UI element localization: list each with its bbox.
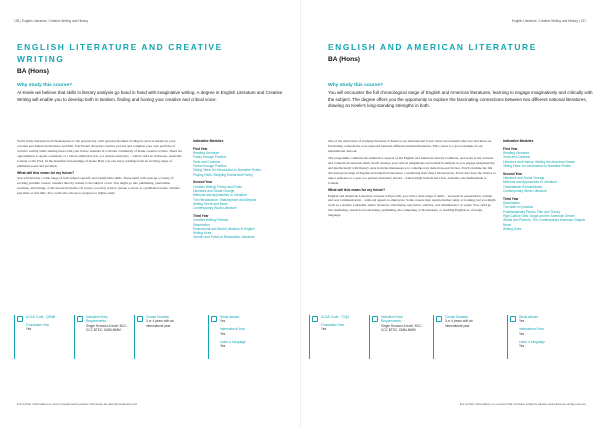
module-item: Texts and Contexts xyxy=(193,159,221,164)
footer-note: For further information on courses that combine subjects please visit keele.ac.uk/ug-courses xyxy=(459,402,586,406)
module-item: Texts and Contexts xyxy=(503,155,531,160)
intl-value: Yes xyxy=(519,331,525,336)
language-label: Learn a Language xyxy=(220,339,246,344)
module-item: Writing Lives xyxy=(503,226,522,231)
module-item: Words and Pictures: The Contemporary American Graphic Novel xyxy=(503,218,586,227)
module-item: Telling Tales: An Introduction to Narrative Fiction xyxy=(193,168,261,173)
intl-value: Yes xyxy=(220,331,226,336)
language-value: Yes xyxy=(519,344,525,349)
language-value: Yes xyxy=(220,344,226,349)
foundation-label: Foundation Year xyxy=(321,322,345,327)
why-heading: Why study this course? xyxy=(17,83,73,88)
year-label: Second Year xyxy=(193,180,213,185)
running-header: English Literature, Creative Writing and History | 137 xyxy=(511,19,586,23)
language-label: Learn a Language xyxy=(519,339,545,344)
module-item: Contemporary World Literature xyxy=(193,206,237,211)
module-item: Writing Genre and Mode xyxy=(193,201,228,206)
abroad-cell xyxy=(208,315,278,359)
module-item: Methods and Approaches to Literature xyxy=(503,180,558,185)
year-label: First Year xyxy=(503,146,518,151)
module-item: Methods and Approaches to Literature xyxy=(193,193,248,198)
future-text: You will develop a wide range of both subject-specific and transferable skills. These skills will open up a variety of exciting possible careers, whether directly related to the subject or not. You might go into publishing, journalism, teaching, advertising, or the broadcast media. Of course, you may want to pursue a career as a published writer, whether part-time or full-time. You could also choose to progress to higher study. xyxy=(17,176,180,196)
entry-icon xyxy=(77,316,83,322)
module-item: Dissertation xyxy=(193,222,210,227)
module-item: Postcolonial and World Literature in English xyxy=(193,226,255,231)
modules-heading: Indicative Modules xyxy=(193,139,224,143)
clock-icon xyxy=(436,316,442,322)
duration-label: Course Duration xyxy=(146,315,170,319)
abroad-value: Yes xyxy=(519,319,525,324)
module-item: Transatlantic Romanticisms xyxy=(503,184,543,189)
foundation-label: Foundation Year xyxy=(26,322,50,327)
ucas-cell xyxy=(14,315,68,359)
duration-cell xyxy=(134,315,188,359)
footer-note: For further information on entry requirements please visit keele.ac.uk/entryrequirements xyxy=(17,402,138,406)
globe-icon xyxy=(211,316,217,322)
clock-icon xyxy=(137,316,143,322)
module-item: The Renaissance: Shakespeare and Beyond xyxy=(193,197,257,202)
foundation-value: Yes xyxy=(26,327,32,332)
why-text: You will encounter the full chronological range of English and American literatures, learning to engage imaginatively and critically with the subject. The degree offers you the opportunity to explore the fascinating connections between two different national literatures, drawing on Keele's long-standing strengths in both. xyxy=(328,90,593,108)
entry-icon xyxy=(372,316,378,322)
duration-label: Course Duration xyxy=(445,315,469,319)
abroad-label: Study abroad xyxy=(519,315,538,319)
intl-label: International Year xyxy=(519,327,544,332)
ucas-cell xyxy=(309,315,363,359)
future-heading: What will this mean for my future? xyxy=(328,188,386,193)
abroad-cell xyxy=(507,315,579,359)
module-item: The Alien in Question xyxy=(503,205,534,210)
page-title xyxy=(328,42,593,54)
why-heading: Why study this course? xyxy=(328,83,384,88)
module-item: Reading Literature xyxy=(193,151,220,156)
entry-label: Indicative Entry Requirements: xyxy=(381,315,403,324)
running-header: 136 | English Literature, Creative Writing and History xyxy=(14,19,89,23)
ucas-code: UCAS Code - T1Q3 xyxy=(321,315,350,319)
award-label: BA (Hons) xyxy=(17,68,49,75)
ucas-code: UCAS Code - Q3W8 xyxy=(26,315,56,319)
entry-cell xyxy=(369,315,423,359)
module-item: Creative Writing: Poetry and Prose xyxy=(193,184,243,189)
module-item: Literature and History: Writing the American Dream xyxy=(503,159,576,164)
title-line: WRITING xyxy=(17,53,65,64)
module-item: Fiction through Practice xyxy=(193,163,227,168)
why-text: At Keele we believe that skills in literary analysis go hand in hand with imaginative writing. A degree in English Literature and Creative Writing will enable you to develop both in tandem, finding and honing your creative and critical voice. xyxy=(17,90,283,102)
module-item: Literature and Social Change xyxy=(193,188,235,193)
globe-icon xyxy=(510,316,516,322)
duration-cell xyxy=(433,315,487,359)
duration-value: 3 or 4 years with an international year xyxy=(146,319,174,328)
abroad-label: Study abroad xyxy=(220,315,239,319)
award-label: BA (Hons) xyxy=(328,56,360,63)
intl-label: International Year xyxy=(220,327,245,332)
year-label: Second Year xyxy=(503,171,523,176)
ucas-icon xyxy=(17,316,23,322)
year-label: Third Year xyxy=(193,213,209,218)
page-title xyxy=(17,42,287,65)
body-paragraph: One of the attractions of studying literature at Keele is our international focus: tutors and students discover that there are fascinating connections to be explored between different national literatures. This course is a good example of our international outlook. xyxy=(328,139,492,153)
year-label: First Year xyxy=(193,146,208,151)
duration-value: 3 or 4 years with an international year xyxy=(445,319,473,328)
foundation-value: Yes xyxy=(321,327,327,332)
ucas-icon xyxy=(312,316,318,322)
module-item: Contemporary World Literature xyxy=(503,188,547,193)
entry-value: Single Honours A level: BCC-CCC BTEC: DMM-MMM xyxy=(86,323,128,333)
module-item: Dissertation xyxy=(503,201,520,206)
entry-label: Indicative Entry Requirements: xyxy=(86,315,108,324)
module-item: Creative Writing Portfolio xyxy=(193,218,229,223)
entry-cell xyxy=(74,315,128,359)
entry-value: Single Honours A level: BCC-CCC BTEC: DMM-MMM xyxy=(381,323,423,333)
body-paragraph: The programme combines the distinctive aspects of the English and American literary traditions, and looks at the contexts and connections between them. You'll develop your critical judgements and technical analysis as you engage imaginatively and intellectually with literary texts from the Renaissance to contemporary American-epic fiction. You'll examine the full chronological range of English and American literature, considering their direct intersections. You'll also have the chance to take a semester or a year at a partner university abroad – which might include the USA, Australia, the Netherlands or Canada. xyxy=(328,156,496,185)
module-item: High Culture Girls, Drugs and the American Dream xyxy=(503,213,575,218)
modules-list xyxy=(503,139,593,231)
body-column xyxy=(328,139,496,221)
modules-list xyxy=(193,139,285,240)
abroad-value: Yes xyxy=(220,319,226,324)
module-item: Telling Tales: An Introduction to Narrative Fiction xyxy=(503,163,571,168)
course-info-bar xyxy=(309,315,593,359)
module-item: Writing Lives xyxy=(193,231,212,236)
module-item: Gender and Power in Restoration Literature xyxy=(193,235,255,240)
modules-heading: Indicative Modules xyxy=(503,139,534,143)
title-line: ENGLISH AND AMERICAN LITERATURE xyxy=(328,42,537,52)
module-item: Literature and Social Change xyxy=(503,176,545,181)
module-item: Poetry through Practice xyxy=(193,155,227,160)
module-item: Postdisciplinary Fiction, Film and Theory xyxy=(503,209,561,214)
body-paragraph: You'll study literature from Shakespeare to the present day, with optional modules in subjects such as medieval, post-colonial and American literature and film. You'll learn about the creative process and complete your own portfolio of creative writing while sharing ideas with your fellow students in a vibrant community of Keele creative writers. There are opportunities to spend a semester or a whole additional year at a partner university – which could be in Europe, Australia, Canada or the USA. In the beautiful surroundings of Keele Hall, you can enjoy readings from an exciting range of published poets and novelists. xyxy=(17,139,183,168)
right-page xyxy=(300,0,600,428)
module-item: Reading Literature xyxy=(503,151,530,156)
future-text: English and American Literature at Keele will provide you with a wide range of skills – in research, presentation, written and oral communication – with real appeal to employers. Some careers may require further study or training, but you might work as a teacher, journalist, editor, librarian, advertising copywriter, solicitor, arts administrator or writer. You could go into marketing, research, broadcasting, publishing, the computing or dictionaries, or teaching English as a foreign language. xyxy=(328,193,496,218)
year-label: Third Year xyxy=(503,196,519,201)
future-heading: What will this mean for my future? xyxy=(17,170,75,175)
title-line: ENGLISH LITERATURE AND CREATIVE xyxy=(17,42,223,52)
course-info-bar xyxy=(14,315,294,359)
module-item: Playing Parts: Studying Drama and Poetry xyxy=(193,172,253,177)
body-column xyxy=(17,139,183,198)
